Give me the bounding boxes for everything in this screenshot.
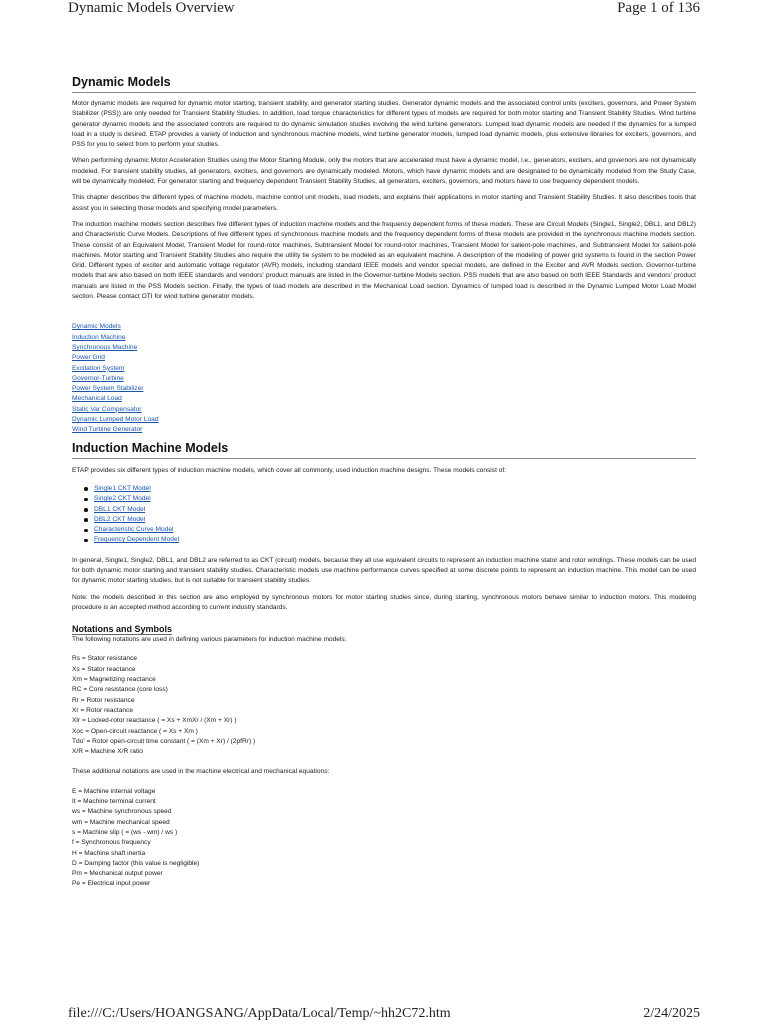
notation-item: H = Machine shaft inertia: [72, 849, 146, 857]
toc-link-synchronous-machine[interactable]: Synchronous Machine: [72, 343, 138, 351]
toc-link-power-grid[interactable]: Power Grid: [72, 354, 105, 362]
notation-item: Xm = Magnetizing reactance: [72, 676, 156, 684]
footer-file-path: file:///C:/Users/HOANGSANG/AppData/Local/Temp/~hh2C72.htm: [68, 1006, 451, 1021]
list-item: [94, 505, 696, 515]
heading-dynamic-models: Dynamic Models: [72, 74, 696, 93]
link-single1-ckt-model[interactable]: Single1 CKT Model: [94, 484, 151, 492]
paragraph: ETAP provides six different types of induction machine models, which cover all commonly, used induction machine designs. These models consist of:: [72, 466, 507, 474]
notation-list-1: [72, 654, 696, 757]
notation-item: Rs = Stator resistance: [72, 655, 138, 663]
heading-notations-and-symbols: [72, 623, 696, 635]
paragraph: In general, Single1, Single2, DBL1, and DBL2 are referred to as CKT (circuit) models, because they all use equivalent circuits to represent an induction machine stator and rotor windings. These models can be used for both dynamic motor starting and transient stability studies. Characteristic models use machine performance curves specified at some discrete points to represent an induction machine. This model can be used for dynamic motor starting studies, but is not suitable for transient stability studies.: [72, 556, 696, 585]
notation-item: Xoc = Open-circuit reactance ( = Xs + Xm ): [72, 727, 198, 735]
notation-item: Rr = Rotor resistance: [72, 696, 135, 704]
notation-item: It = Machine terminal current: [72, 798, 156, 806]
list-item: [94, 484, 696, 494]
toc-link-dynamic-models[interactable]: Dynamic Models: [72, 323, 121, 331]
toc-link-wind-turbine-generator[interactable]: Wind Turbine Generator: [72, 426, 143, 434]
toc-links: [72, 322, 696, 435]
notation-item: Xs = Stator reactance: [72, 665, 136, 673]
notation-item: RC = Core resistance (core loss): [72, 686, 168, 694]
list-item: [94, 515, 696, 525]
link-single2-ckt-model[interactable]: Single2 CKT Model: [94, 495, 151, 503]
paragraph: These additional notations are used in the machine electrical and mechanical equations:: [72, 768, 330, 776]
notation-list-2: [72, 787, 696, 890]
page-footer: [0, 1006, 768, 1024]
page-header: [0, 0, 768, 24]
induction-model-list: [72, 484, 696, 546]
toc-link-dynamic-lumped-motor-load[interactable]: Dynamic Lumped Motor Load: [72, 416, 159, 424]
toc-link-power-system-stabilizer[interactable]: Power System Stabilizer: [72, 385, 144, 393]
toc-link-governor-turbine[interactable]: Governor-Turbine: [72, 374, 124, 382]
paragraph: This chapter describes the different types of machine models, machine control unit models, load models, and explains their applications in motor starting and Transient Stability Studies. It also describes tools that assist you in selecting those models and specifying model parameters.: [72, 194, 696, 212]
document-body: [72, 74, 696, 890]
header-page-number: Page 1 of 136: [617, 0, 700, 16]
header-title: Dynamic Models Overview: [68, 0, 235, 16]
notation-item: X/R = Machine X/R ratio: [72, 748, 143, 756]
notation-item: D = Damping factor (this value is negligible): [72, 859, 200, 867]
paragraph: Note: the models described in this section are also employed by synchronous motors for motor starting studies since, during starting, synchronous motors behave similar to induction motors. This modeling procedure is an accepted method according to current industry standards.: [72, 593, 696, 611]
toc-link-induction-machine[interactable]: Induction Machine: [72, 333, 126, 341]
paragraph: The following notations are used in defining various parameters for induction machine models:: [72, 636, 347, 644]
notation-item: ws = Machine synchronous speed: [72, 808, 172, 816]
notation-item: Xlr = Locked-rotor reactance ( = Xs + XmXr / (Xm + Xr) ): [72, 717, 237, 725]
link-frequency-dependent-model[interactable]: Frequency Dependent Model: [94, 536, 180, 544]
notation-item: s = Machine slip ( = (ws - wm) / ws ): [72, 828, 178, 836]
link-dbl2-ckt-model[interactable]: DBL2 CKT Model: [94, 515, 146, 523]
notation-item: f = Synchronous frequency: [72, 839, 151, 847]
list-item: [94, 535, 696, 545]
list-item: [94, 494, 696, 504]
paragraph: When performing dynamic Motor Acceleration Studies using the Motor Starting Module, only the motors that are accelerated must have a dynamic model, i.e., generators, exciters, and governors are not dynamically modeled. For transient stability studies, all generators, exciters, and governors are dynamically modeled. Motors, which have dynamic models and are designated to be dynamically modeled from the Study Case, will be dynamically modeled. For generator starting and frequency dependent Transient Stability Studies, all generators, exciters, governors, and motors have to use frequency dependent models.: [72, 157, 696, 186]
notation-item: Xr = Rotor reactance: [72, 706, 134, 714]
notation-item: wm = Machine mechanical speed: [72, 818, 170, 826]
paragraph: Motor dynamic models are required for dynamic motor starting, transient stability, and generator starting studies. Generator dynamic models and the associated control units (exciters, governors, and Power System Stabilizer (PSS)) are only needed for Transient Stability Studies. In addition, load torque characteristics for different types of models are required for both motor starting and Transient Stability Studies. Wind turbine generator dynamic models and the associated controls are required to do dynamic simulation studies involving the wind turbine generators. Lumped load dynamic models are needed if the dynamics for a lumped load in a study is desired. ETAP provides a variety of induction and synchronous machine models, wind turbine generator models, lumped load dynamic models, plus extensive libraries for exciters, governors, and PSS for you to select from to perform your studies.: [72, 100, 696, 149]
notation-item: Pe = Electrical input power: [72, 880, 151, 888]
heading-induction-machine-models: Induction Machine Models: [72, 440, 696, 459]
paragraph: The induction machine models section describes five different types of induction machine models and the frequency dependent forms of these models. These are Circuit Models (Single1, Single2, DBL1, and DBL2) and Characteristic Curve Models. Descriptions of five different types of synchronous machine models and the frequency dependent forms of these models are provided in the synchronous machine models section. These consist of an Equivalent Model, Transient Model for round-rotor machines, Subtransient Model for round-rotor machines, Transient Model for salient-pole machines, and Subtransient Model for salient-pole machines. Motor starting and Transient Stability Studies also require the utility tie system to be modeled as an equivalent machine. A description of the modeling of power grid systems is found in the section Power Grid. Different types of exciter and automatic voltage regulator (AVR) models, including standard IEEE models and vendor special models, are defined in the Exciter and AVR Models section. Governor-turbine models that are also based on both IEEE standards and vendors' product manuals are listed in the Governor-turbine Models section. PSS models that are also based on both IEEE Standards and vendors' product manuals are listed in the PSS Models section. Finally, the types of load models are described in the Mechanical Load section. Dynamics of lumped load is described in the Dynamic Lumped Motor Load Model section. Please contact OTI for wind turbine generator models.: [72, 220, 696, 301]
toc-link-mechanical-load[interactable]: Mechanical Load: [72, 395, 122, 403]
heading-notations-label: Notations and Symbols: [72, 624, 173, 635]
notation-item: Pm = Mechanical output power: [72, 870, 163, 878]
toc-link-excitation-system[interactable]: Excitation System: [72, 364, 125, 372]
list-item: [94, 525, 696, 535]
notation-item: Tdo' = Rotor open-circuit time constant ( = (Xm + Xr) / (2pfRr) ): [72, 737, 256, 745]
link-dbl1-ckt-model[interactable]: DBL1 CKT Model: [94, 505, 146, 513]
footer-date: 2/24/2025: [643, 1006, 700, 1021]
link-characteristic-curve-model[interactable]: Characteristic Curve Model: [94, 526, 174, 534]
toc-link-static-var-compensator[interactable]: Static Var Compensator: [72, 405, 142, 413]
notation-item: E = Machine internal voltage: [72, 787, 156, 795]
